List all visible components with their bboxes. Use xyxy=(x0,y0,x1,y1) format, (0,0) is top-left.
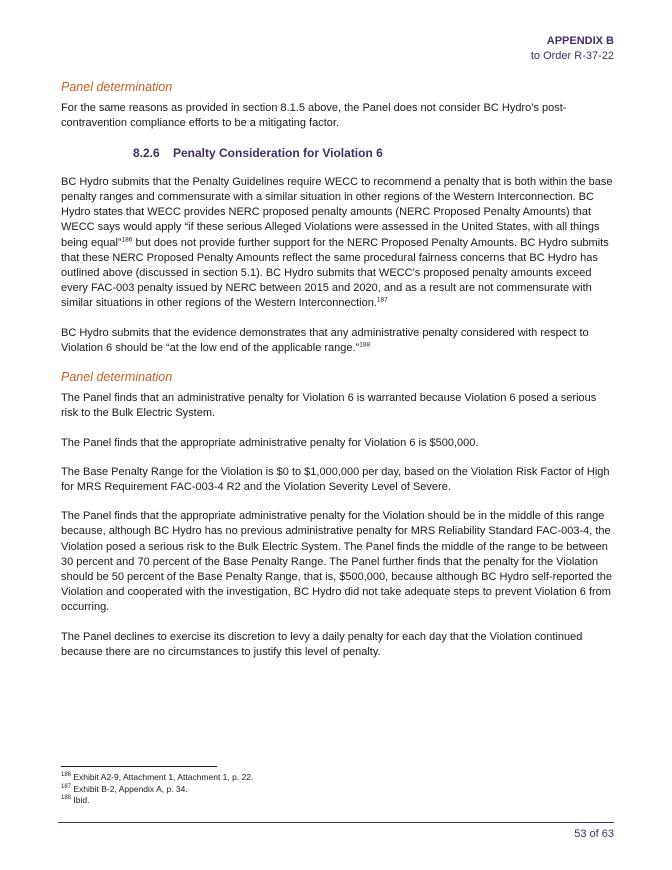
footnote-text: Ibid. xyxy=(71,795,90,805)
footnote-ref[interactable]: 188 xyxy=(359,341,371,349)
appendix-label: APPENDIX B xyxy=(546,35,614,47)
footnote-number: 187 xyxy=(61,783,72,790)
paragraph-text: BC Hydro submits that the Penalty Guidelines require WECC to recommend a penalty that is both within the base penalty ranges and commensurate with a similar situation in other regions of the Western Interconnection. BC Hydro states that WECC provides NERC proposed penalty amounts (NERC Proposed Penalty Amounts) that WECC says would apply “if these serious Alleged Violations were assessed in the United States, with all things being equal” xyxy=(61,175,613,249)
section-title: Penalty Consideration for Violation 6 xyxy=(173,145,383,160)
panel-determination-heading: Panel determination xyxy=(61,370,173,385)
paragraph-penalty-warranted: The Panel finds that an administrative penalty for Violation 6 is warranted because Violation 6 posed a serious risk to the Bulk Electric System. xyxy=(61,392,597,420)
section-number: 8.2.6 xyxy=(133,145,160,160)
footnote xyxy=(61,784,253,796)
paragraph-text: but does not provide further support for the NERC Proposed Penalty Amounts. BC Hydro submits that these NERC Proposed Penalty Amounts reflect the same procedural fairness concerns that BC Hydro has outlined above (discussed in section 5.1). BC Hydro submits that WECC’s proposed penalty amounts exceed every FAC-003 penalty issued by NERC between 2015 and 2020, and as a result are not commensurate with similar situations in other regions of the Western Interconnection. xyxy=(61,236,609,310)
footer-divider xyxy=(58,822,614,823)
footnote-number: 186 xyxy=(61,772,72,779)
paragraph-base-penalty-range: The Base Penalty Range for the Violation is $0 to $1,000,000 per day, based on the Violation Risk Factor of High for MRS Requirement FAC-003-4 R2 and the Violation Severity Level of Severe. xyxy=(61,465,610,494)
page-header xyxy=(531,34,614,64)
paragraph-bc-hydro-submission xyxy=(61,175,614,312)
page-number: 53 of 63 xyxy=(574,828,614,840)
footnotes xyxy=(61,772,253,807)
footnote xyxy=(61,795,253,807)
paragraph-compliance-efforts: For the same reasons as provided in section 8.1.5 above, the Panel does not consider BC Hydro’s post-contravention compliance efforts to be a mitigating factor. xyxy=(61,102,567,130)
footnote-ref[interactable]: 187 xyxy=(376,296,388,304)
footnote-text: Exhibit A2-9, Attachment 1, Attachment 1, p. 22. xyxy=(71,772,254,782)
paragraph-low-end xyxy=(61,326,614,356)
order-reference: to Order R-37-22 xyxy=(530,50,614,62)
paragraph-daily-penalty: The Panel declines to exercise its discretion to levy a daily penalty for each day that the Violation continued because there are no circumstances to justify this level of penalty. xyxy=(61,630,583,658)
footnote-text: Exhibit B-2, Appendix A, p. 34. xyxy=(71,783,188,794)
paragraph-penalty-amount: The Panel finds that the appropriate administrative penalty for Violation 6 is $500,000. xyxy=(61,436,479,449)
footnote-number: 188 xyxy=(61,795,72,802)
section-heading xyxy=(133,146,614,161)
document-body xyxy=(61,80,614,674)
panel-determination-heading: Panel determination xyxy=(61,80,173,94)
paragraph-middle-of-range: The Panel finds that the appropriate administrative penalty for the Violation should be in the middle of this range because, although BC Hydro has no previous administrative penalty for MRS Reliability Standard FAC-003-4, the Violation posed a serious risk to the Bulk Electric System. The Panel finds the middle of the range to be between 30 percent and 70 percent of the Base Penalty Range. The Panel further finds that the penalty for the Violation should be 50 percent of the Base Penalty Range, that is, $500,000, because although BC Hydro self-reported the Violation and cooperated with the investigation, BC Hydro did not take adequate steps to prevent Violation 6 from occurring. xyxy=(61,510,612,614)
paragraph-text: BC Hydro submits that the evidence demonstrates that any administrative penalty considered with respect to Violation 6 should be “at the low end of the applicable range.” xyxy=(61,326,589,354)
footnote-divider xyxy=(61,766,217,767)
footnote-ref[interactable]: 186 xyxy=(121,235,133,243)
footnote xyxy=(61,772,253,784)
